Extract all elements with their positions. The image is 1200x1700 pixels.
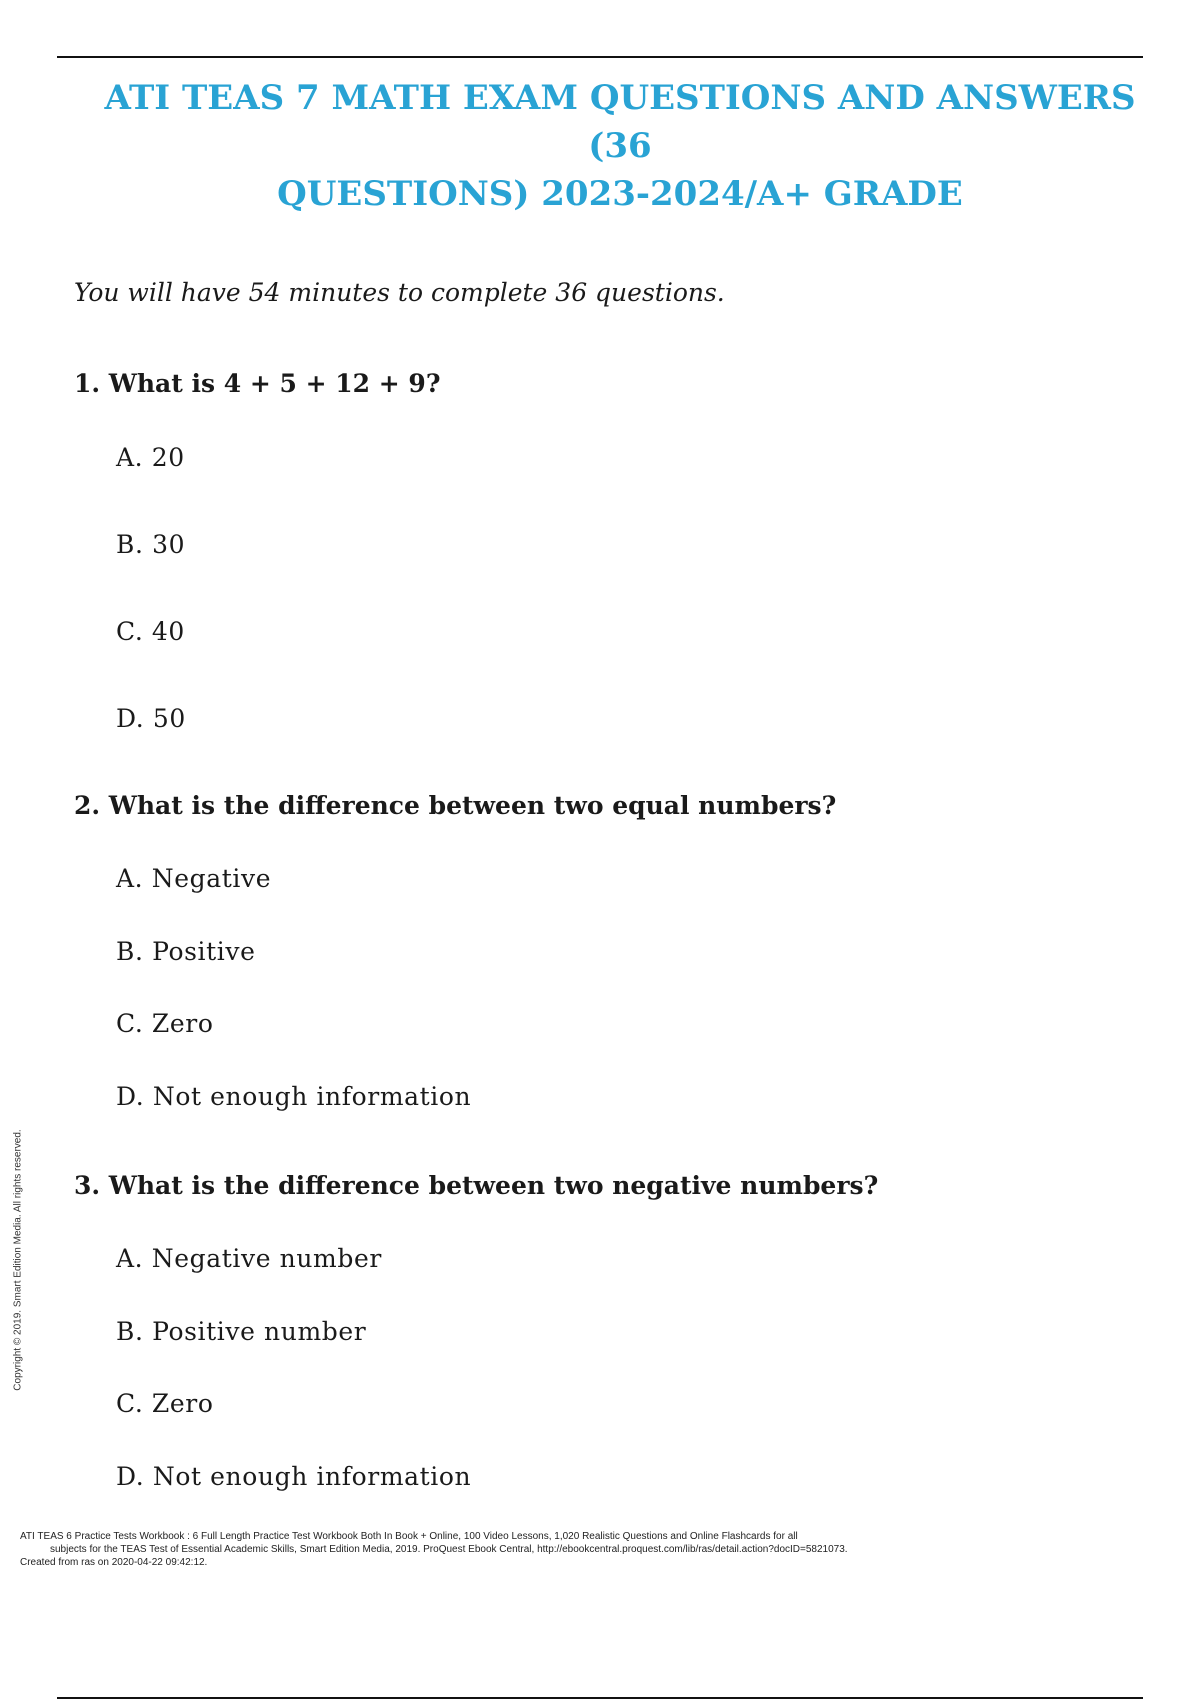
question-2-option-b: B. Positive [116,937,256,966]
bottom-rule [57,1697,1143,1699]
copyright-note: Copyright © 2019. Smart Edition Media. All rights reserved. [12,1129,24,1391]
question-3-option-c: C. Zero [116,1389,214,1418]
question-1-option-b: B. 30 [116,530,186,559]
footer-line-2: subjects for the TEAS Test of Essential Academic Skills, Smart Edition Media, 2019. ProQuest Ebook Central, http://ebookcentral.proquest.com/lib/ras/detail.action?docID=5821073. [50,1544,848,1555]
instructions-text: You will have 54 minutes to complete 36 questions. [74,278,725,307]
question-2-option-c: C. Zero [116,1009,214,1038]
question-3-option-b: B. Positive number [116,1317,367,1346]
question-3-option-a: A. Negative number [116,1244,382,1273]
title-line-1: ATI TEAS 7 MATH EXAM QUESTIONS AND ANSWERS (36 [104,78,1136,166]
question-1-option-c: C. 40 [116,617,185,646]
question-1-option-d: D. 50 [116,704,186,733]
title-line-2: QUESTIONS) 2023-2024/A+ GRADE [277,174,963,214]
document-title [90,74,1150,218]
question-2-option-d: D. Not enough information [116,1082,472,1111]
question-3: 3. What is the difference between two negative numbers? [74,1171,879,1200]
question-2: 2. What is the difference between two equal numbers? [74,791,837,820]
question-3-option-d: D. Not enough information [116,1462,472,1491]
top-rule [57,56,1143,58]
question-2-option-a: A. Negative [116,864,272,893]
source-footer [20,1530,1170,1569]
question-1: 1. What is 4 + 5 + 12 + 9? [74,369,441,398]
footer-line-3: Created from ras on 2020-04-22 09:42:12. [20,1557,208,1568]
footer-line-1: ATI TEAS 6 Practice Tests Workbook : 6 Full Length Practice Test Workbook Both In Book + Online, 100 Video Lessons, 1,020 Realistic Questions and Online Flashcards for all [20,1531,798,1542]
question-1-option-a: A. 20 [116,443,185,472]
